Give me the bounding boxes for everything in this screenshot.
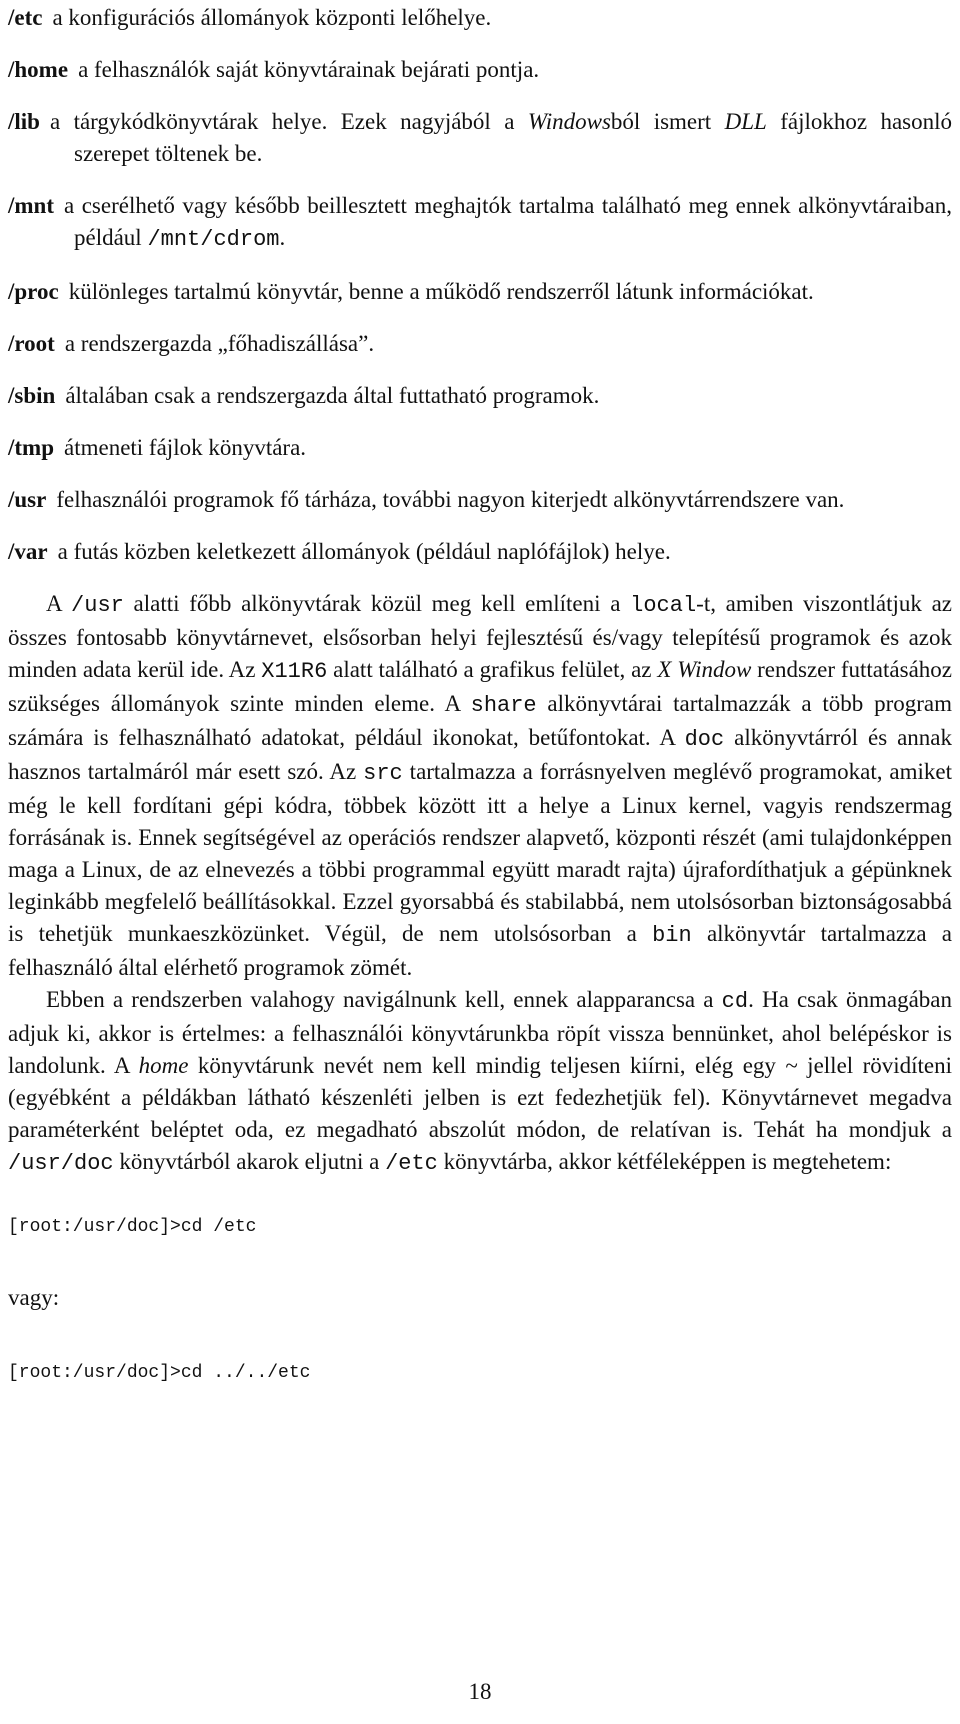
text-run: felhasználói programok fő tárháza, további nagyon kiterjedt alkönyvtárrendszere van.	[56, 487, 845, 512]
text-run: rendszer futtatásához szükséges állományok szinte minden eleme. A	[8, 657, 952, 716]
text-run: könyvtárba, akkor kétféleképpen is megtehetem:	[437, 1149, 892, 1174]
text-run: -t, amiben viszontlátjuk az összes fontosabb könyvtárnevet, elsősorban helyi fejlesztésű és/vagy telepítésű programok és azok minden adata kerül ide. Az	[8, 591, 952, 682]
definition-item	[8, 536, 952, 568]
code-term: /usr	[71, 593, 124, 618]
code-term: share	[470, 693, 537, 718]
code-term: local	[630, 593, 697, 618]
definition-item	[8, 276, 952, 308]
text-run: . Ha csak önmagában adjuk ki, akkor is értelmes: a felhasználói könyvtárunkba röpít vissza bennünket, ahol belépéskor is landolunk. A	[8, 987, 952, 1078]
text-run: Ebben a rendszerben valahogy navigálnunk kell, ennek alapparancsa a	[46, 987, 722, 1012]
paragraph-cd-navigation	[8, 984, 952, 1180]
code-term: src	[363, 761, 403, 786]
italic-term: DLL	[724, 109, 767, 134]
vagy-label: vagy:	[8, 1285, 60, 1310]
text-run: alkönyvtárai tartalmazzák a több program számára is felhasználható adatokat, például ikonokat, betűfontokat. A	[8, 691, 952, 750]
definition-term: /var	[8, 539, 48, 564]
text-run: ból ismert	[610, 109, 725, 134]
directory-definition-list	[8, 2, 952, 568]
definition-item	[8, 484, 952, 516]
text-run: a felhasználók saját könyvtárainak bejárati pontja.	[78, 57, 540, 82]
code-term: /mnt/cdrom	[147, 227, 280, 252]
definition-term: /mnt	[8, 193, 54, 218]
code-term: /etc	[385, 1151, 438, 1176]
text-run: alatt található a grafikus felület, az	[327, 657, 658, 682]
code-term: cd	[721, 989, 749, 1014]
definition-item	[8, 54, 952, 86]
definition-term: /proc	[8, 279, 59, 304]
definition-term: /root	[8, 331, 55, 356]
italic-term: X Window	[657, 657, 752, 682]
text-run: különleges tartalmú könyvtár, benne a működő rendszerről látunk információkat.	[68, 279, 814, 304]
definition-item	[8, 380, 952, 412]
text-run: a cserélhető vagy később beillesztett meghajtók tartalma található meg ennek alkönyvtáraiban, például	[64, 193, 952, 250]
code-example-absolute: [root:/usr/doc]>cd /etc	[8, 1217, 257, 1237]
code-term: bin	[652, 923, 692, 948]
text-run: .	[279, 225, 286, 250]
text-run: fájlokhoz hasonló szerepet töltenek be.	[74, 109, 953, 166]
text-run: könyvtárunk nevét nem kell mindig teljesen kiírni, elég egy ~ jellel rövidíteni (egyébként a példákban látható készenléti jelben is ezt fedezhetjük fel). Könyvtárnevet megadva paraméterként beléptet oda, ez megadható abszolút módon, de relatívan is. Tehát ha mondjuk a	[8, 1053, 953, 1142]
code-term: doc	[684, 727, 725, 752]
text-run: a konfigurációs állományok központi lelőhelye.	[52, 5, 492, 30]
definition-item	[8, 106, 952, 170]
definition-term: /sbin	[8, 383, 56, 408]
code-example-relative: [root:/usr/doc]>cd ../../etc	[8, 1363, 311, 1383]
text-run: általában csak a rendszergazda által futtatható programok.	[65, 383, 600, 408]
text-run: a futás közben keletkezett állományok (például naplófájlok) helye.	[57, 539, 671, 564]
paragraph-usr-subdirectories	[8, 588, 952, 984]
definition-item	[8, 432, 952, 464]
italic-term: Windows	[527, 109, 611, 134]
text-run: a tárgykódkönyvtárak helye. Ezek nagyjából a	[49, 109, 528, 134]
document-page	[8, 0, 952, 1389]
definition-term: /lib	[8, 109, 40, 134]
page-number: 18	[468, 1679, 492, 1704]
text-run: tartalmazza a forrásnyelven meglévő programokat, amiket még le kell fordítani gépi kódra, többek között itt a helye a Linux kernel, vagyis rendszermag forrásának is. Ennek segítségével az operációs rendszer alapvető, központi részét (ami tulajdonképpen maga a Linux, de az elnevezés a többi programmal együtt maradt rajta) újrafordíthatjuk a gépünknek leginkább megfelelő beállításokkal. Ezzel gyorsabbá és stabilabbá, nem utolsósorban biztonságosabbá is tehetjük munkaeszközünket. Végül, de nem utolsósorban a	[8, 759, 952, 946]
text-run: alkönyvtár tartalmazza a felhasználó által elérhető programok zömét.	[8, 921, 952, 980]
code-term: X11R6	[261, 659, 328, 684]
definition-term: /etc	[8, 5, 43, 30]
definition-term: /tmp	[8, 435, 54, 460]
definition-term: /usr	[8, 487, 47, 512]
text-run: alatti főbb alkönyvtárak közül meg kell említeni a	[123, 591, 631, 616]
definition-item	[8, 2, 952, 34]
text-run: a rendszergazda „főhadiszállása”.	[64, 331, 375, 356]
definition-item	[8, 190, 952, 256]
text-run: átmeneti fájlok könyvtára.	[64, 435, 307, 460]
definition-item	[8, 328, 952, 360]
code-term: /usr/doc	[8, 1151, 114, 1176]
text-run: könyvtárból akarok eljutni a	[113, 1149, 386, 1174]
italic-term: home	[138, 1053, 189, 1078]
text-run: A	[46, 591, 72, 616]
definition-term: /home	[8, 57, 69, 82]
text-run: alkönyvtárról és annak hasznos tartalmáról már esett szó. Az	[8, 725, 952, 784]
